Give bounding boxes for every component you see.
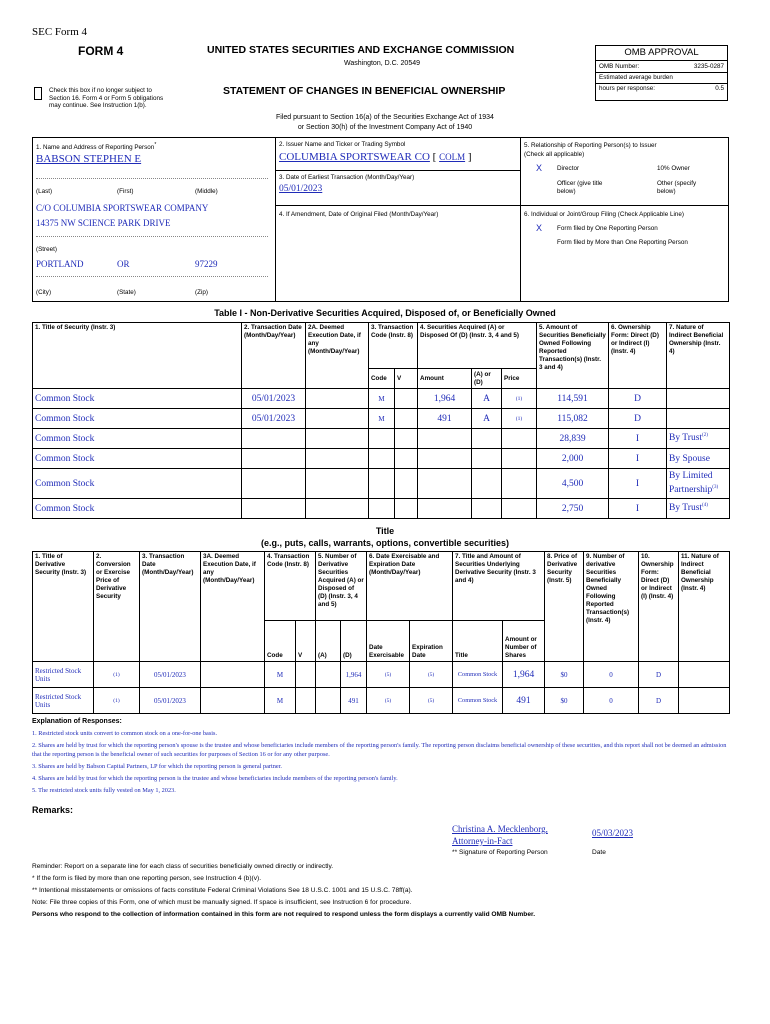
last-label: (Last) [36, 188, 53, 195]
t1-h2a: 2A. Deemed Execution Date, if any (Month/Day/Year) [306, 323, 369, 389]
signer-name: Christina A. Mecklenborg, Attorney-in-Fact [452, 824, 548, 846]
table1-title: Table I - Non-Derivative Securities Acquired, Disposed of, or Beneficially Owned [214, 308, 556, 318]
issuer-name: COLUMBIA SPORTSWEAR CO [279, 151, 430, 163]
explanation-item: 1. Restricted stock units convert to common stock on a one-for-one basis. [32, 730, 218, 737]
t2-d: (D) [341, 621, 367, 662]
t1-h5: 5. Amount of Securities Beneficially Owned Following Reported Transaction(s) (Instr. 3 and 4) [537, 323, 609, 389]
t1-v: V [395, 369, 418, 389]
table-row: Common Stock 2,750 I By Trust$^{(4)}$ [33, 499, 730, 519]
t1-h1: 1. Title of Security (Instr. 3) [33, 323, 242, 389]
t1-h2: 2. Transaction Date (Month/Day/Year) [242, 323, 306, 389]
one-person-label: Form filed by One Reporting Person [557, 225, 658, 232]
agency-location: Washington, D.C. 20549 [344, 60, 421, 67]
officer-label: Officer (give title below) [557, 180, 603, 195]
omb-burden-label: Estimated average burden [596, 73, 727, 84]
t1-h4: 4. Securities Acquired (A) or Disposed Of (D) (Instr. 3, 4 and 5) [418, 323, 537, 369]
t2-v: V [296, 621, 316, 662]
t2-h1: 1. Title of Derivative Security (Instr. 3) [33, 552, 94, 662]
omb-hours-label: hours per response: [599, 85, 656, 92]
box6-label: 6. Individual or Joint/Group Filing (Check Applicable Line) [524, 211, 684, 218]
t2-h4: 4. Transaction Code (Instr. 8) [265, 552, 316, 621]
t2-h11: 11. Nature of Indirect Beneficial Ownership (Instr. 4) [679, 552, 730, 662]
box5-label: 5. Relationship of Reporting Person(s) to Issuer (Check all applicable) [524, 142, 657, 158]
no-longer-subject-checkbox[interactable] [34, 87, 42, 100]
footer-notes [32, 861, 732, 921]
t1-h6: 6. Ownership Form: Direct (D) or Indirect (I) (Instr. 4) [609, 323, 667, 389]
ticker-symbol: COLM [439, 152, 466, 162]
table-row: Common Stock 05/01/2023 M 491 A (1) 115,082 D [33, 409, 730, 429]
t1-price: Price [502, 369, 537, 389]
footer-reminder: Reminder: Report on a separate line for each class of securities beneficially owned directly or indirectly. [32, 863, 334, 870]
explanation-item: 2. Shares are held by trust for which the reporting person's spouse is the trustee and whose beneficiaries include members of the reporting person's family. The reporting person disclaims beneficial ownership of these securities, and this report shall not be deemed an admission that the reporting person is the beneficial owner of such securities for purposes of Section 16 or for any other purpose. [32, 742, 727, 758]
checkbox-instruction: Check this box if no longer subject to Section 16. Form 4 or Form 5 obligations may continue. See Instruction 1(b). [49, 87, 164, 109]
explanation-list [32, 729, 729, 795]
statement-title: STATEMENT OF CHANGES IN BENEFICIAL OWNERSHIP [223, 85, 506, 97]
t2-h8: 8. Price of Derivative Security (Instr. 5) [545, 552, 584, 662]
footer-omb-notice: Persons who respond to the collection of information contained in this form are not required to respond unless the form displays a currently valid OMB Number. [32, 911, 536, 918]
box4-label: 4. If Amendment, Date of Original Filed (Month/Day/Year) [279, 211, 439, 218]
table2 [32, 551, 730, 714]
t2-h3: 3. Transaction Date (Month/Day/Year) [140, 552, 201, 662]
t2-date-ex: Date Exercisable [367, 621, 410, 662]
one-person-check[interactable]: X [536, 223, 543, 233]
table-row: Common Stock 2,000 I By Spouse [33, 449, 730, 469]
middle-label: (Middle) [195, 188, 218, 195]
t1-h7: 7. Nature of Indirect Beneficial Ownership (Instr. 4) [667, 323, 730, 389]
city-label: (City) [36, 289, 52, 296]
explanation-item: 4. Shares are held by trust for which the reporting person is the trustee and whose beneficiaries include members of the reporting person's family. [32, 775, 398, 782]
street-label: (Street) [36, 246, 57, 253]
t2-title: Title [453, 621, 503, 662]
t2-h10: 10. Ownership Form: Direct (D) or Indirect (I) (Instr. 4) [639, 552, 679, 662]
t2-amount-shares: Amount or Number of Shares [503, 621, 545, 662]
more-persons-label: Form filed by More than One Reporting Person [557, 239, 688, 246]
city-value: PORTLAND [36, 259, 84, 269]
table-row: Common Stock 28,839 I By Trust$^{(2)}$ [33, 429, 730, 449]
box2-label: 2. Issuer Name and Ticker or Trading Symbol [279, 141, 406, 148]
omb-hours-value: 0.5 [715, 85, 724, 92]
t2-h5: 5. Number of Derivative Securities Acquired (A) or Disposed of (D) (Instr. 3, 4 and 5) [316, 552, 367, 621]
t2-h7: 7. Title and Amount of Securities Underlying Derivative Security (Instr. 3 and 4) [453, 552, 545, 621]
issuer-ticker: COLUMBIA SPORTSWEAR CO [ COLM ] [279, 151, 472, 163]
table1 [32, 322, 730, 519]
address-line-1: C/O COLUMBIA SPORTSWEAR COMPANY [36, 203, 209, 213]
box3-label: 3. Date of Earliest Transaction (Month/Day/Year) [279, 174, 415, 181]
t2-a: (A) [316, 621, 341, 662]
explanation-title: Explanation of Responses: [32, 718, 122, 725]
zip-value: 97229 [195, 259, 218, 269]
state-value: OR [117, 259, 130, 269]
remarks-title: Remarks: [32, 805, 74, 815]
table2-title: Title (e.g., puts, calls, warrants, options, convertible securities) [260, 526, 510, 548]
omb-title: OMB APPROVAL [596, 46, 727, 61]
box1-label: 1. Name and Address of Reporting Person* [36, 142, 157, 152]
t1-h3: 3. Transaction Code (Instr. 8) [369, 323, 418, 369]
explanation-item: 3. Shares are held by Babson Capital Partners, LP for which the reporting person is general partner. [32, 763, 282, 770]
filed-pursuant: Filed pursuant to Section 16(a) of the Securities Exchange Act of 1934 or Section 30(h) of the Investment Company Act of 1940 [276, 114, 494, 131]
t2-h6: 6. Date Exercisable and Expiration Date (Month/Day/Year) [367, 552, 453, 621]
date-label: Date [592, 849, 606, 856]
director-check[interactable]: X [536, 163, 543, 173]
t2-code: Code [265, 621, 296, 662]
sec-form-label: SEC Form 4 [32, 26, 88, 38]
reporting-person-name: BABSON STEPHEN E [36, 153, 142, 165]
director-label: Director [557, 165, 580, 172]
agency-name: UNITED STATES SECURITIES AND EXCHANGE COMMISSION [207, 44, 515, 56]
footer-violations: ** Intentional misstatements or omissions of facts constitute Federal Criminal Violations See 18 U.S.C. 1001 and 15 U.S.C. 78ff(a). [32, 887, 413, 894]
omb-approval-box [595, 45, 728, 101]
footer-copies: Note: File three copies of this Form, one of which must be manually signed. If space is insufficient, see Instruction 6 for procedure. [32, 899, 412, 906]
table-row: Restricted Stock Units (1) 05/01/2023 M 1,964 (5) (5) Common Stock 1,964 $0 0 D [33, 662, 730, 688]
t1-amount: Amount [418, 369, 472, 389]
signature-date: 05/03/2023 [592, 828, 634, 838]
zip-label: (Zip) [195, 289, 208, 296]
table-row: Restricted Stock Units (1) 05/01/2023 M 491 (5) (5) Common Stock 491 $0 0 D [33, 688, 730, 714]
ten-percent-owner-label: 10% Owner [657, 165, 690, 172]
omb-number-value: 3235-0287 [693, 63, 724, 70]
address-line-2: 14375 NW SCIENCE PARK DRIVE [36, 218, 171, 228]
explanation-item: 5. The restricted stock units fully vested on May 1, 2023. [32, 787, 176, 794]
t2-h3a: 3A. Deemed Execution Date, if any (Month/Day/Year) [201, 552, 265, 662]
form-title: FORM 4 [78, 44, 124, 58]
signature-label: ** Signature of Reporting Person [452, 849, 548, 856]
first-label: (First) [117, 188, 134, 195]
t2-exp-date: Expiration Date [410, 621, 453, 662]
table-row: Common Stock 05/01/2023 M 1,964 A (1) 114,591 D [33, 389, 730, 409]
earliest-transaction-date: 05/01/2023 [279, 184, 323, 194]
footer-multiple: * If the form is filed by more than one reporting person, see Instruction 4 (b)(v). [32, 875, 262, 882]
t1-code: Code [369, 369, 395, 389]
table-row: Common Stock 4,500 I By Limited Partnership$^{(3)}$ [33, 469, 730, 499]
state-label: (State) [117, 289, 136, 296]
omb-number-label: OMB Number: [599, 63, 640, 70]
other-label: Other (specify below) [657, 180, 697, 195]
t2-h2: 2. Conversion or Exercise Price of Derivative Security [94, 552, 140, 662]
t1-aord: (A) or (D) [472, 369, 502, 389]
t2-h9: 9. Number of derivative Securities Beneficially Owned Following Reported Transaction(s) (Instr. 4) [584, 552, 639, 662]
